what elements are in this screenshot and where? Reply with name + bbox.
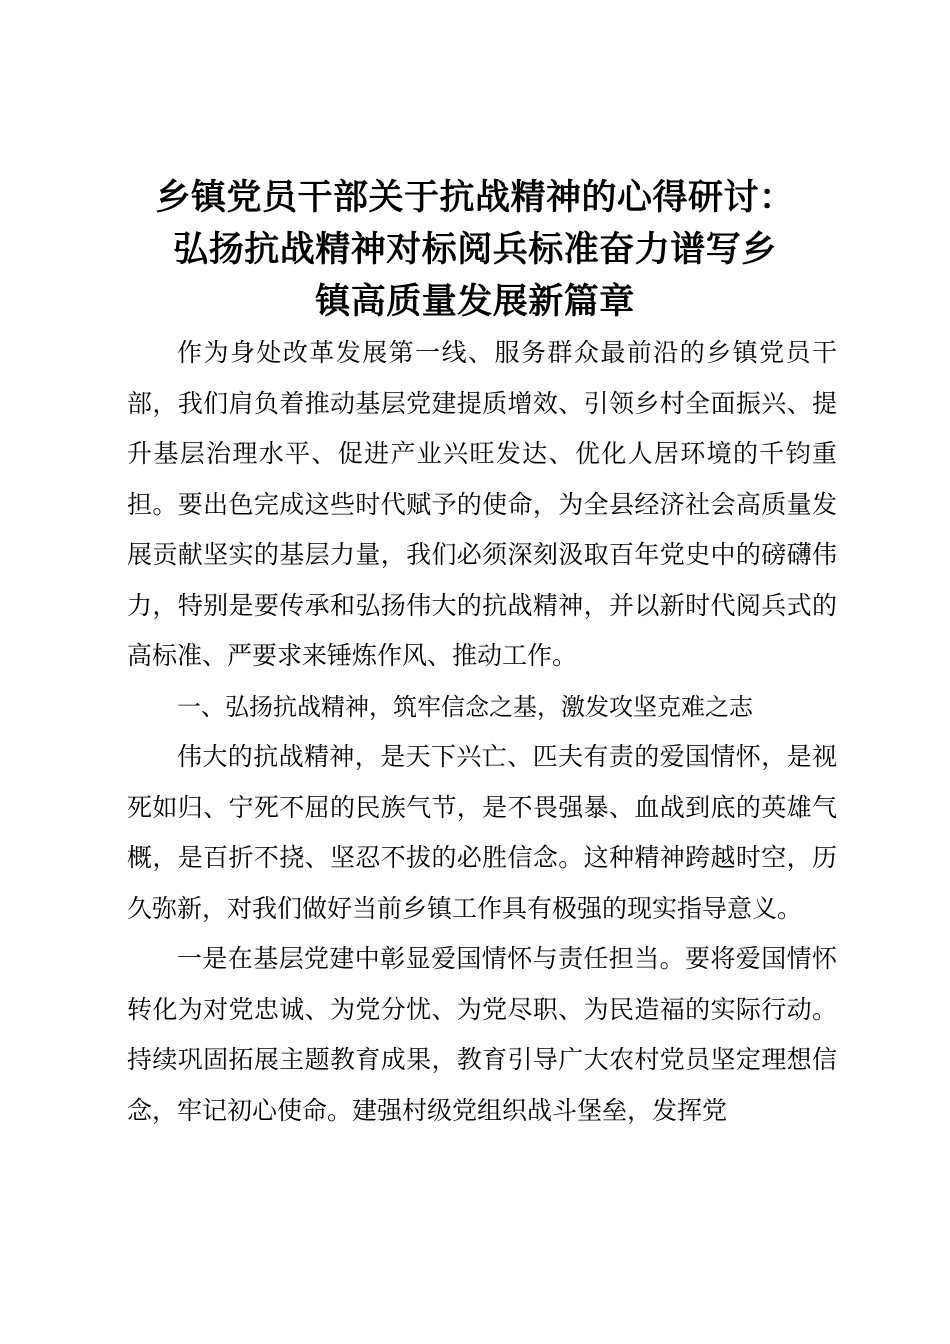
document-title [110, 172, 840, 328]
intro-paragraph: 作为身处改革发展第一线、服务群众最前沿的乡镇党员干部，我们肩负着推动基层党建提质增效、引领乡村全面振兴、提升基层治理水平、促进产业兴旺发达、优化人居环境的千钧重担。要出色完成这些时代赋予的使命，为全县经济社会高质量发展贡献坚实的基层力量，我们必须深刻汲取百年党史中的磅礴伟力，特别是要传承和弘扬伟大的抗战精神，并以新时代阅兵式的高标准、严要求来锤炼作风、推动工作。 [127, 338, 837, 670]
title-line-2: 弘扬抗战精神对标阅兵标准奋力谱写乡 [173, 230, 777, 270]
section-heading: 一、弘扬抗战精神，筑牢信念之基，激发攻坚克难之志 [177, 692, 753, 721]
body-paragraph: 伟大的抗战精神，是天下兴亡、匹夫有责的爱国情怀，是视死如归、宁死不屈的民族气节，是不畏强暴、血战到底的英雄气概，是百折不挠、坚忍不拔的必胜信念。这种精神跨越时空，历久弥新，对我们做好当前乡镇工作具有极强的现实指导意义。 [127, 742, 837, 923]
document-body [127, 328, 837, 1136]
body-paragraph: 一是在基层党建中彰显爱国情怀与责任担当。要将爱国情怀转化为对党忠诚、为党分忧、为党尽职、为民造福的实际行动。持续巩固拓展主题教育成果，教育引导广大农村党员坚定理想信念，牢记初心使命。建强村级党组织战斗堡垒，发挥党 [127, 944, 837, 1125]
title-line-1: 乡镇党员干部关于抗战精神的心得研讨： [155, 178, 795, 218]
title-line-3: 镇高质量发展新篇章 [315, 282, 635, 322]
